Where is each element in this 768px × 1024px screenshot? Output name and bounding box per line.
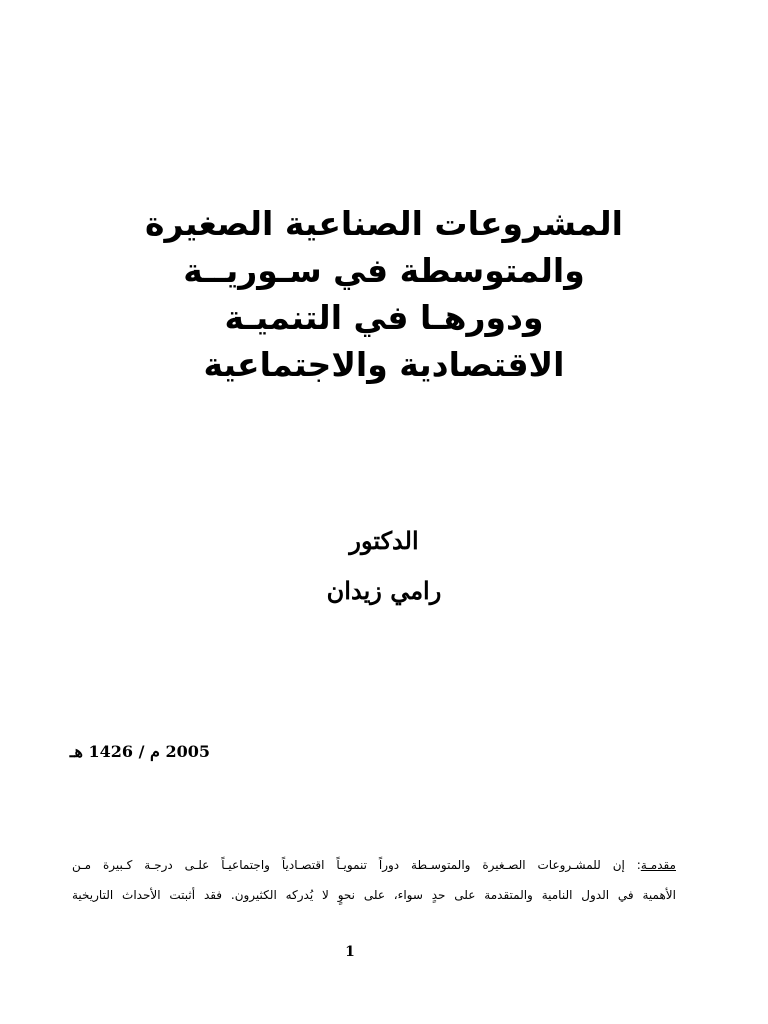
- title-line: والمتوسطة في سـوريــة: [183, 251, 585, 290]
- introduction-paragraph: [72, 850, 676, 910]
- author-name: رامي زيدان: [326, 576, 442, 605]
- title-line: المشروعات الصناعية الصغيرة: [145, 204, 623, 243]
- intro-heading: مقدمـة: [640, 858, 676, 872]
- title-line: الاقتصادية والاجتماعية: [203, 345, 565, 384]
- intro-line: [72, 850, 676, 880]
- publication-date: 2005 م / 1426 هـ: [69, 742, 210, 761]
- document-title: [40, 200, 728, 388]
- intro-text: : إن للمشـروعات الصـغيرة والمتوسـطة دوراً تنمويـاً اقتصـادياً واجتماعيـاً علـى درجـة كـبيرة مـن: [72, 858, 641, 872]
- intro-line: الأهمية في الدول النامية والمتقدمة على حدٍ سواء، على نحوٍ لا يُدركه الكثيرون. فقد أثبتت الأحداث التاريخية: [72, 888, 676, 902]
- author-label: الدكتور: [349, 526, 419, 555]
- page-number: 1: [345, 944, 355, 960]
- title-line: ودورهـا في التنميـة: [224, 298, 544, 337]
